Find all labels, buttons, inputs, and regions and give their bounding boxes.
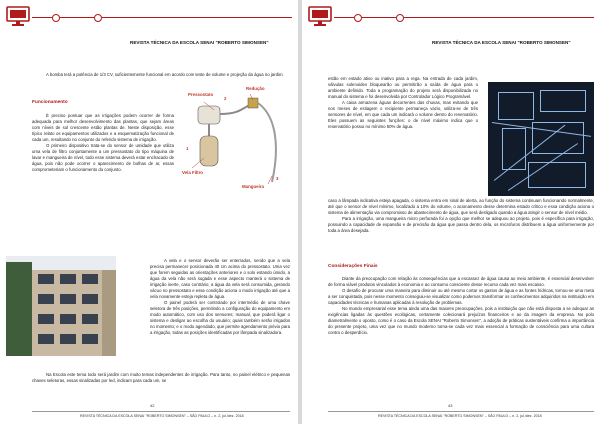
- right-page: [302, 0, 600, 424]
- closing-paragraph: Na Escola este tema todo será jardim com muito temas independentes de irrigação. Para tanto, no painel elétrico e pequenas chaves seletoras, essas sinalizadas por led, indicam para cada um, se: [32, 372, 290, 383]
- label-number: 1: [186, 146, 189, 151]
- label-number: 2: [224, 96, 227, 101]
- monitor-logo-icon: [308, 6, 332, 28]
- building-photo: [6, 256, 116, 356]
- intro-paragraph: A bomba terá a potência de 1/3 CV, suficientemente funcional em acordo com teste de volume e projeção da água no jardim.: [46, 72, 284, 77]
- header-rule: [32, 17, 52, 18]
- conclusion-text: Diante da preocupação com relação às consequências que a escassez de água causa ao meio ambiente, é essencial desenvolver de forma viável produtos vinculados à economia e ao consumo consciente desse recurso cada vez mais escasso. O desafio de procurar uma maneira para diminuir ou até mesmo cortar os gastos de água e as fontes hídricas, tornou-se uma meta a ser conquistada, pois nesse momento conseguiu-se visualizar como podemos transformar os conhecimentos adquiridos na instituição em capacidades técnicas e humanas aplicadas à resolução de problemas. No mundo empresarial esse tema ainda uma das maiores preocupações, pois a instituição que não está disposta a se adequar as exigências ligadas às questões ecológicas, certamente colecionará prejuízos financeiros e ao da imagem da empresa. No polo diametralmente o oposto, como é o caso da Escola SENAI "Roberto Simonsen", a adoção de práticas sustentáveis confirma a importância do presente projeto, uma vez que no mundo moderno torna-se cada vez mais essencial a formação de consciência para uma cultura contra o desperdício.: [328, 276, 594, 335]
- label-pressostato: Pressostato: [188, 92, 214, 97]
- header-rule: [362, 17, 396, 18]
- header-rule: [60, 17, 94, 18]
- journal-title: REVISTA TÉCNICA DA ESCOLA SENAI "ROBERTO SIMONSEN": [130, 40, 269, 45]
- header-dot: [94, 14, 102, 22]
- label-mangueira: Mangueira: [242, 184, 264, 189]
- section-heading: Funcionamento: [32, 100, 68, 105]
- journal-title: REVISTA TÉCNICA DA ESCOLA SENAI "ROBERTO SIMONSEN": [432, 40, 571, 45]
- text-column: A vela e o sensor deverão ser enterrados, sendo que a vela precisa permanecer posicionada 40 cm acima do pressostato. Uma vez que forem seguidas as orientações anteriores e o solo estando úmido, a água da vela não será sugada e esse aspecto manterá o sistema de irrigação inerte, caso contrário, a água da vela será consumida, gerando vácuo no pressostato e esse condição aciona o modo irrigação até que a vela novamente esteja repleta de água. O painel poderá ser controlado por intermédio de uma chave seletora de três posições, permitindo a configuração do equipamento em modo automático, com uso dos sensores; manual, que poderá ligar o sistema e desligar ao escolha do usuário; quais também serão irrigados no momento; e o modo agendado, que permite agendamento prévio para a irrigação, todas as posições identificadas por lâmpada sinalizadora.: [150, 258, 290, 335]
- header-rule: [102, 17, 292, 18]
- label-reducao: Redução: [246, 86, 265, 91]
- section-heading: Considerações Finais: [328, 264, 378, 269]
- page-number: 42: [150, 403, 155, 408]
- header-rule: [334, 17, 354, 18]
- left-page: [0, 0, 298, 424]
- header-rule: [404, 17, 594, 18]
- full-width-text: caso a lâmpada indicativa esteja apagada, o sistema entra em sinal de alerta, ao função do sistema continuam funcionando normalmente, até que o sensor de nível mínimo, localizado a 10% do volume, o acionamento desse determina estado crítico e essa condição aciona o sistema de alimentação via compromisso de abastecimento de água, que será desligado quando a água atingir o sensor de nível médio. Para a irrigação, uma mangueira micro perfurada foi a opção que melhor se adequou ao projeto, pois é específica para irrigação, possuindo a capacidade de expansão e de precisão da água que passa dentro dela, os microfuros distribuem a água uniformemente por toda a área desejada.: [328, 198, 594, 233]
- sensor-diagram: [180, 86, 290, 192]
- header-dot: [354, 14, 362, 22]
- page-number: 43: [448, 403, 453, 408]
- text-column: estão em estado ativo ou inativo para a rega. Na entrada de cada jardim, válvulas solenoides bloquearão ou permitirão a saída de água para o ambiente definido. Toda a programação do projeto será disponibilizada no manual do sistema e foi desenvolvida por Controlador Lógico Programável. A caixa armazena águas decorrentes das chuvas, mas evitando que nos meses de estiagem o recipiente permaneça vazio, utiliza-se de três sensores de nível, em que cada um indicará o volume dentro do reservatório. Eles possuem as seguintes funções: o de nível máximo indica que o reservatório possui no mínimo 50% de água.: [328, 76, 478, 129]
- aerial-plan-image: [488, 82, 594, 196]
- header-dot: [396, 14, 404, 22]
- header-dot: [52, 14, 60, 22]
- diagram-drawing: [180, 86, 290, 192]
- monitor-logo-icon: [6, 6, 30, 28]
- label-vela-filtro: Vela Filtro: [182, 170, 203, 175]
- text-column: É preciso pontuar que as irrigações podem ocorrer de forma adequada para melhor desenvolvimento das plantas, que sejam áreas com níveis de sol crescente estão plantas de. Neste disposição, esse típico relato os equipamentos utilizados e a esquematização funcional de cada um, resultando no conjunto do referido sistema de irrigação. O primeiro dispositivo trata-se do sensor de umidade que utiliza uma vela de filtro conjuntamente a um pressostato do tipo máquina de lavar e mangueira de nível, todo esse sistema deverá estar enchacado de água, pois não pode ocorrer o aparecimento de bolhas de ar, essas comprometeriam o funcionamento do conjunto.: [32, 113, 174, 172]
- footer-rule: [32, 411, 290, 412]
- footer-text: REVISTA TÉCNICA DA ESCOLA SENAI "ROBERTO SIMONSEN" – SÃO PAULO – n. 2, jul./dez. 2018: [80, 414, 244, 418]
- label-number: 3: [276, 176, 279, 181]
- footer-rule: [328, 411, 594, 412]
- footer-text: REVISTA TÉCNICA DA ESCOLA SENAI "ROBERTO SIMONSEN" – SÃO PAULO – n. 2, jul./dez. 2018: [378, 414, 542, 418]
